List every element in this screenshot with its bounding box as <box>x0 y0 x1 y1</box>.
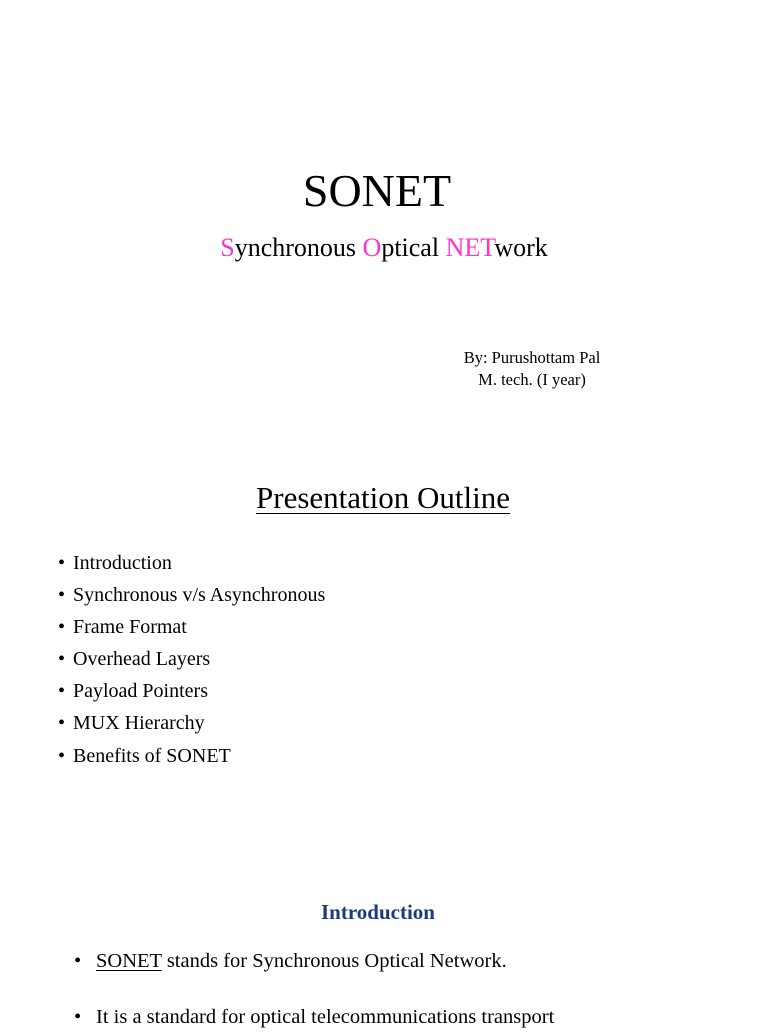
intro-point-2-text: It is a standard for optical telecommunications transport <box>96 1006 555 1028</box>
acronym-letter-s: S <box>220 233 235 262</box>
slide-title: SONET <box>302 165 452 216</box>
outline-item-label: Introduction <box>73 552 172 574</box>
subtitle-word-rest-1: ynchronous <box>234 233 363 262</box>
acronym-letters-net: NET <box>445 233 495 262</box>
slide-subtitle <box>0 231 768 265</box>
outline-heading: Presentation Outline <box>256 480 510 515</box>
outline-item-label: Payload Pointers <box>73 680 208 703</box>
list-item <box>58 707 325 739</box>
list-item <box>58 547 325 579</box>
subtitle-word-rest-2: ptical <box>381 233 446 262</box>
bullet-icon: • <box>58 648 66 671</box>
list-item <box>58 579 325 611</box>
list-item <box>58 643 325 675</box>
list-item <box>74 945 764 977</box>
outline-item-label: Synchronous v/s Asynchronous <box>73 584 326 607</box>
list-item <box>58 611 325 643</box>
introduction-heading: Introduction <box>321 900 435 924</box>
outline-item-label: Benefits of SONET <box>73 744 231 767</box>
outline-list <box>58 547 325 772</box>
subtitle-word-rest-3: work <box>494 233 548 262</box>
bullet-icon: • <box>58 744 66 767</box>
author-block <box>452 347 612 391</box>
bullet-icon: • <box>58 712 66 735</box>
author-degree: M. tech. (I year) <box>478 370 586 389</box>
introduction-list <box>74 945 764 1033</box>
sonet-term: SONET <box>96 950 162 972</box>
bullet-icon: • <box>58 552 66 574</box>
intro-point-1-text: stands for Synchronous Optical Network. <box>161 950 507 972</box>
list-item <box>74 1001 764 1033</box>
bullet-icon: • <box>58 616 66 639</box>
bullet-icon: • <box>58 584 66 607</box>
bullet-icon: • <box>74 950 82 972</box>
outline-item-label: Frame Format <box>73 616 187 639</box>
list-item <box>58 675 325 707</box>
acronym-letter-o: O <box>362 233 382 262</box>
list-item <box>58 740 325 772</box>
outline-item-label: MUX Hierarchy <box>73 712 205 735</box>
bullet-icon: • <box>58 680 66 703</box>
outline-item-label: Overhead Layers <box>73 648 211 671</box>
author-name: By: Purushottam Pal <box>463 348 601 367</box>
bullet-icon: • <box>74 1006 82 1028</box>
